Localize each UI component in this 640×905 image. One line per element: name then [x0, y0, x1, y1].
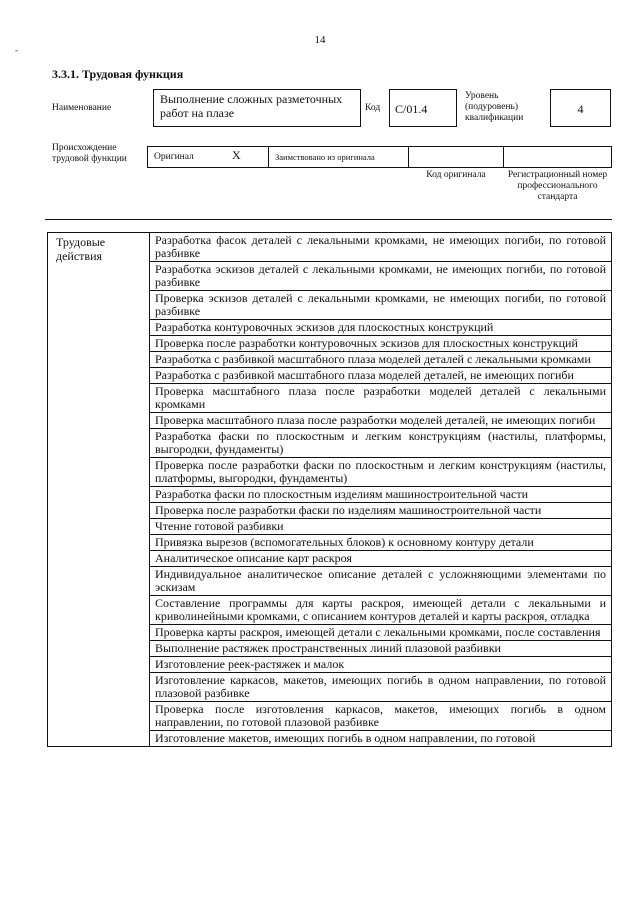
- origin-borrowed-label: Заимствовано из оригинала: [275, 152, 375, 162]
- action-text: Привязка вырезов (вспомогательных блоков) к основному контуру детали: [155, 535, 534, 549]
- action-text: Чтение готовой разбивки: [155, 519, 284, 533]
- action-item: [150, 262, 612, 291]
- action-text: Проверка после разработки фаски по плоскостным и легким конструкциям (настилы, платформы, выгородки, фундаменты): [155, 458, 606, 485]
- code-original-caption: Код оригинала: [426, 170, 486, 180]
- section-divider: [45, 219, 612, 220]
- level-label: Уровень (подуровень) квалификации: [465, 91, 524, 123]
- action-item: [150, 535, 612, 551]
- origin-original-mark: X: [232, 148, 241, 162]
- action-text: Разработка с разбивкой масштабного плаза моделей деталей, не имеющих погиби: [155, 368, 574, 382]
- action-text: Изготовление макетов, имеющих погибь в одном направлении, по готовой: [155, 731, 536, 745]
- labor-actions-table: [47, 232, 612, 747]
- action-item: [150, 320, 612, 336]
- name-label: Наименование: [52, 103, 112, 113]
- function-code-field: C/01.4: [389, 89, 457, 127]
- origin-label: Происхождение трудовой функции: [52, 143, 127, 164]
- action-item: [150, 625, 612, 641]
- action-text: Проверка после разработки фаски по изделиям машиностроительной части: [155, 503, 542, 517]
- action-item: [150, 702, 612, 731]
- action-text: Разработка фаски по плоскостным изделиям машиностроительной части: [155, 487, 529, 501]
- action-text: Индивидуальное аналитическое описание деталей с усложняющими элементами по эскизам: [155, 567, 606, 594]
- action-text: Проверка карты раскроя, имеющей детали с лекальными кромками, после составления: [155, 625, 601, 639]
- action-item: [150, 352, 612, 368]
- action-item: [150, 551, 612, 567]
- action-item: [150, 567, 612, 596]
- origin-borrowed-cell: [268, 146, 409, 168]
- code-label: Код: [365, 103, 381, 113]
- reg-number-caption: Регистрационный номер профессионального стандарта: [507, 170, 608, 202]
- action-item: [150, 291, 612, 320]
- origin-row: [147, 146, 612, 168]
- action-text: Выполнение растяжек пространственных линий плазовой разбивки: [155, 641, 501, 655]
- action-text: Аналитическое описание карт раскроя: [155, 551, 352, 565]
- action-text: Проверка масштабного плаза после разработки моделей деталей, не имеющих погиби: [155, 413, 596, 427]
- action-text: Проверка масштабного плаза после разработки моделей деталей с лекальными кромками: [155, 384, 606, 411]
- action-text: Разработка фасок деталей с лекальными кромками, не имеющих погиби, по готовой разбивке: [155, 233, 606, 260]
- action-item: [150, 384, 612, 413]
- action-item: [150, 233, 612, 262]
- action-text: Изготовление каркасов, макетов, имеющих погибь в одном направлении, по готовой плазовой разбивке: [155, 673, 606, 700]
- action-text: Проверка после изготовления каркасов, макетов, имеющих погибь в одном направлении, по готовой плазовой разбивке: [155, 702, 606, 729]
- function-name-field: Выполнение сложных разметочных работ на плазе: [153, 89, 361, 127]
- action-text: Разработка с разбивкой масштабного плаза моделей деталей с лекальными кромками: [155, 352, 591, 366]
- margin-mark: -: [15, 45, 18, 55]
- action-text: Проверка после разработки контуровочных эскизов для плоскостных конструкций: [155, 336, 578, 350]
- action-text: Составление программы для карты раскроя, имеющей детали с лекальными и криволинейными кромками, с описанием контуров деталей и карты раскроя, отладка: [155, 596, 606, 623]
- origin-original-cell: [147, 146, 269, 168]
- action-text: Изготовление реек-растяжек и малок: [155, 657, 345, 671]
- action-item: [150, 596, 612, 625]
- actions-label: Трудовые действия: [56, 235, 106, 263]
- level-value-field: 4: [550, 89, 611, 127]
- action-text: Проверка эскизов деталей с лекальными кромками, не имеющих погиби, по готовой разбивке: [155, 291, 606, 318]
- page-number: 14: [314, 34, 326, 46]
- action-item: [150, 673, 612, 702]
- action-item: [150, 657, 612, 673]
- action-item: [150, 487, 612, 503]
- action-item: [150, 368, 612, 384]
- origin-original-label: Оригинал: [154, 152, 194, 162]
- action-text: Разработка фаски по плоскостным и легким конструкциям (настилы, платформы, выгородки, фундаменты): [155, 429, 606, 456]
- section-heading: 3.3.1. Трудовая функция: [52, 67, 184, 81]
- action-item: [150, 458, 612, 487]
- action-item: [150, 731, 612, 747]
- origin-reg-cell: [503, 146, 612, 168]
- action-item: [150, 503, 612, 519]
- action-item: [150, 641, 612, 657]
- origin-code-cell: [408, 146, 504, 168]
- action-text: Разработка эскизов деталей с лекальными кромками, не имеющих погиби, по готовой разбивке: [155, 262, 606, 289]
- action-text: Разработка контуровочных эскизов для плоскостных конструкций: [155, 320, 494, 334]
- action-item: [150, 519, 612, 535]
- actions-label-cell: [48, 233, 150, 747]
- action-item: [150, 429, 612, 458]
- action-item: [150, 413, 612, 429]
- action-item: [150, 336, 612, 352]
